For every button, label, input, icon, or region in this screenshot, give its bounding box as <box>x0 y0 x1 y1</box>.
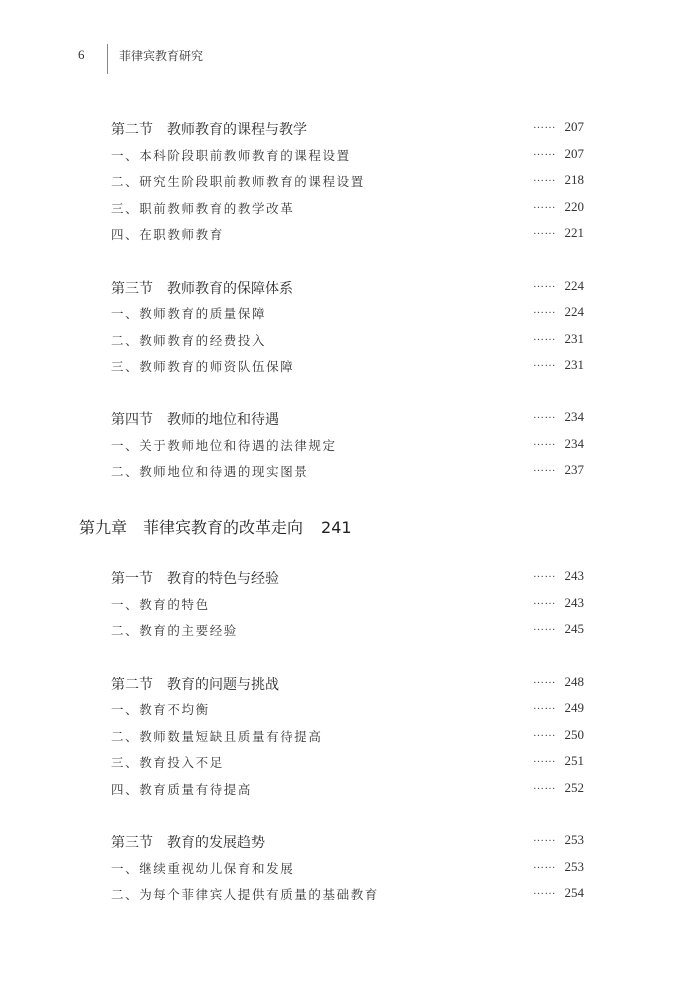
toc-leader: …… <box>533 278 556 290</box>
toc-leader: …… <box>533 595 556 607</box>
chapter-title: 第九章 菲律宾教育的改革走向 <box>79 518 304 537</box>
toc-page-number: 254 <box>564 885 584 900</box>
toc-entry-label: 三、教师教育的师资队伍保障 <box>111 359 295 374</box>
toc-entry[interactable] <box>111 119 584 139</box>
toc-page-number: 234 <box>564 436 584 451</box>
toc-entry[interactable] <box>111 172 584 192</box>
toc-entry-label: 二、研究生阶段职前教师教育的课程设置 <box>111 174 365 189</box>
toc-leader: …… <box>533 436 556 448</box>
toc-entry[interactable] <box>111 753 584 773</box>
toc-leader: …… <box>533 753 556 765</box>
toc-entry[interactable] <box>111 885 584 905</box>
toc-leader: …… <box>533 727 556 739</box>
toc-entry[interactable] <box>111 278 584 298</box>
toc-leader: …… <box>533 621 556 633</box>
header-page-number: 6 <box>78 47 85 62</box>
toc-entry-label: 二、为每个菲律宾人提供有质量的基础教育 <box>111 887 379 902</box>
toc-leader: …… <box>533 674 556 686</box>
toc-page-number: 245 <box>564 621 584 636</box>
toc-entry-label: 一、本科阶段职前教师教育的课程设置 <box>111 148 351 163</box>
toc-entry-label: 一、教育不均衡 <box>111 702 210 717</box>
chapter-page-number: 241 <box>321 518 352 537</box>
toc-page-number: 253 <box>564 859 584 874</box>
header-divider <box>107 44 108 74</box>
toc-leader: …… <box>533 885 556 897</box>
toc-page-number: 221 <box>564 225 584 240</box>
toc-leader: …… <box>533 172 556 184</box>
toc-leader: …… <box>533 859 556 871</box>
toc-entry[interactable] <box>111 331 584 351</box>
toc-page-number: 220 <box>564 199 584 214</box>
chapter-heading[interactable] <box>79 515 352 538</box>
toc-entry-label: 第三节 教师教育的保障体系 <box>111 281 293 297</box>
toc-entry[interactable] <box>111 832 584 852</box>
toc-entry-label: 二、教师地位和待遇的现实图景 <box>111 464 309 479</box>
toc-entry-label: 四、在职教师教育 <box>111 227 224 242</box>
toc-entry[interactable] <box>111 409 584 429</box>
toc-entry-label: 三、职前教师教育的教学改革 <box>111 201 295 216</box>
toc-page-number: 224 <box>564 304 584 319</box>
toc-page-number: 207 <box>564 119 584 134</box>
toc-leader: …… <box>533 225 556 237</box>
toc-leader: …… <box>533 119 556 131</box>
toc-page-number: 249 <box>564 700 584 715</box>
toc-entry-label: 四、教育质量有待提高 <box>111 782 253 797</box>
toc-leader: …… <box>533 199 556 211</box>
toc-leader: …… <box>533 462 556 474</box>
toc-leader: …… <box>533 780 556 792</box>
toc-leader: …… <box>533 832 556 844</box>
toc-page-number: 207 <box>564 146 584 161</box>
toc-entry[interactable] <box>111 146 584 166</box>
toc-entry[interactable] <box>111 595 584 615</box>
toc-entry[interactable] <box>111 700 584 720</box>
toc-leader: …… <box>533 409 556 421</box>
toc-entry[interactable] <box>111 780 584 800</box>
toc-entry-label: 第二节 教师教育的课程与教学 <box>111 122 307 138</box>
toc-leader: …… <box>533 304 556 316</box>
toc-entry-label: 第三节 教育的发展趋势 <box>111 835 265 851</box>
toc-page-number: 218 <box>564 172 584 187</box>
toc-entry-label: 一、关于教师地位和待遇的法律规定 <box>111 438 337 453</box>
toc-page-number: 234 <box>564 409 584 424</box>
toc-page-number: 252 <box>564 780 584 795</box>
toc-page-number: 250 <box>564 727 584 742</box>
toc-leader: …… <box>533 700 556 712</box>
toc-entry[interactable] <box>111 859 584 879</box>
toc-page-number: 253 <box>564 832 584 847</box>
toc-entry[interactable] <box>111 462 584 482</box>
toc-entry-label: 一、教育的特色 <box>111 597 210 612</box>
toc-entry-label: 二、教育的主要经验 <box>111 623 238 638</box>
toc-entry-label: 第一节 教育的特色与经验 <box>111 571 279 587</box>
toc-entry-label: 第二节 教育的问题与挑战 <box>111 677 279 693</box>
toc-entry[interactable] <box>111 199 584 219</box>
toc-page-number: 243 <box>564 595 584 610</box>
toc-leader: …… <box>533 146 556 158</box>
toc-entry-label: 二、教师教育的经费投入 <box>111 333 267 348</box>
toc-entry[interactable] <box>111 357 584 377</box>
toc-entry[interactable] <box>111 727 584 747</box>
toc-page-number: 237 <box>564 462 584 477</box>
toc-entry-label: 一、继续重视幼儿保育和发展 <box>111 861 295 876</box>
toc-leader: …… <box>533 357 556 369</box>
toc-entry[interactable] <box>111 436 584 456</box>
toc-leader: …… <box>533 568 556 580</box>
toc-entry-label: 二、教师数量短缺且质量有待提高 <box>111 729 323 744</box>
toc-entry-label: 一、教师教育的质量保障 <box>111 306 267 321</box>
toc-entry[interactable] <box>111 568 584 588</box>
toc-page-number: 251 <box>564 753 584 768</box>
toc-entry[interactable] <box>111 621 584 641</box>
toc-leader: …… <box>533 331 556 343</box>
toc-entry-label: 第四节 教师的地位和待遇 <box>111 412 279 428</box>
toc-entry-label: 三、教育投入不足 <box>111 755 224 770</box>
toc-page-number: 243 <box>564 568 584 583</box>
toc-page-number: 231 <box>564 331 584 346</box>
toc-entry[interactable] <box>111 225 584 245</box>
toc-page-number: 248 <box>564 674 584 689</box>
header-book-title: 菲律宾教育研究 <box>119 49 204 63</box>
toc-page-number: 231 <box>564 357 584 372</box>
toc-entry[interactable] <box>111 304 584 324</box>
toc-page-number: 224 <box>564 278 584 293</box>
toc-entry[interactable] <box>111 674 584 694</box>
